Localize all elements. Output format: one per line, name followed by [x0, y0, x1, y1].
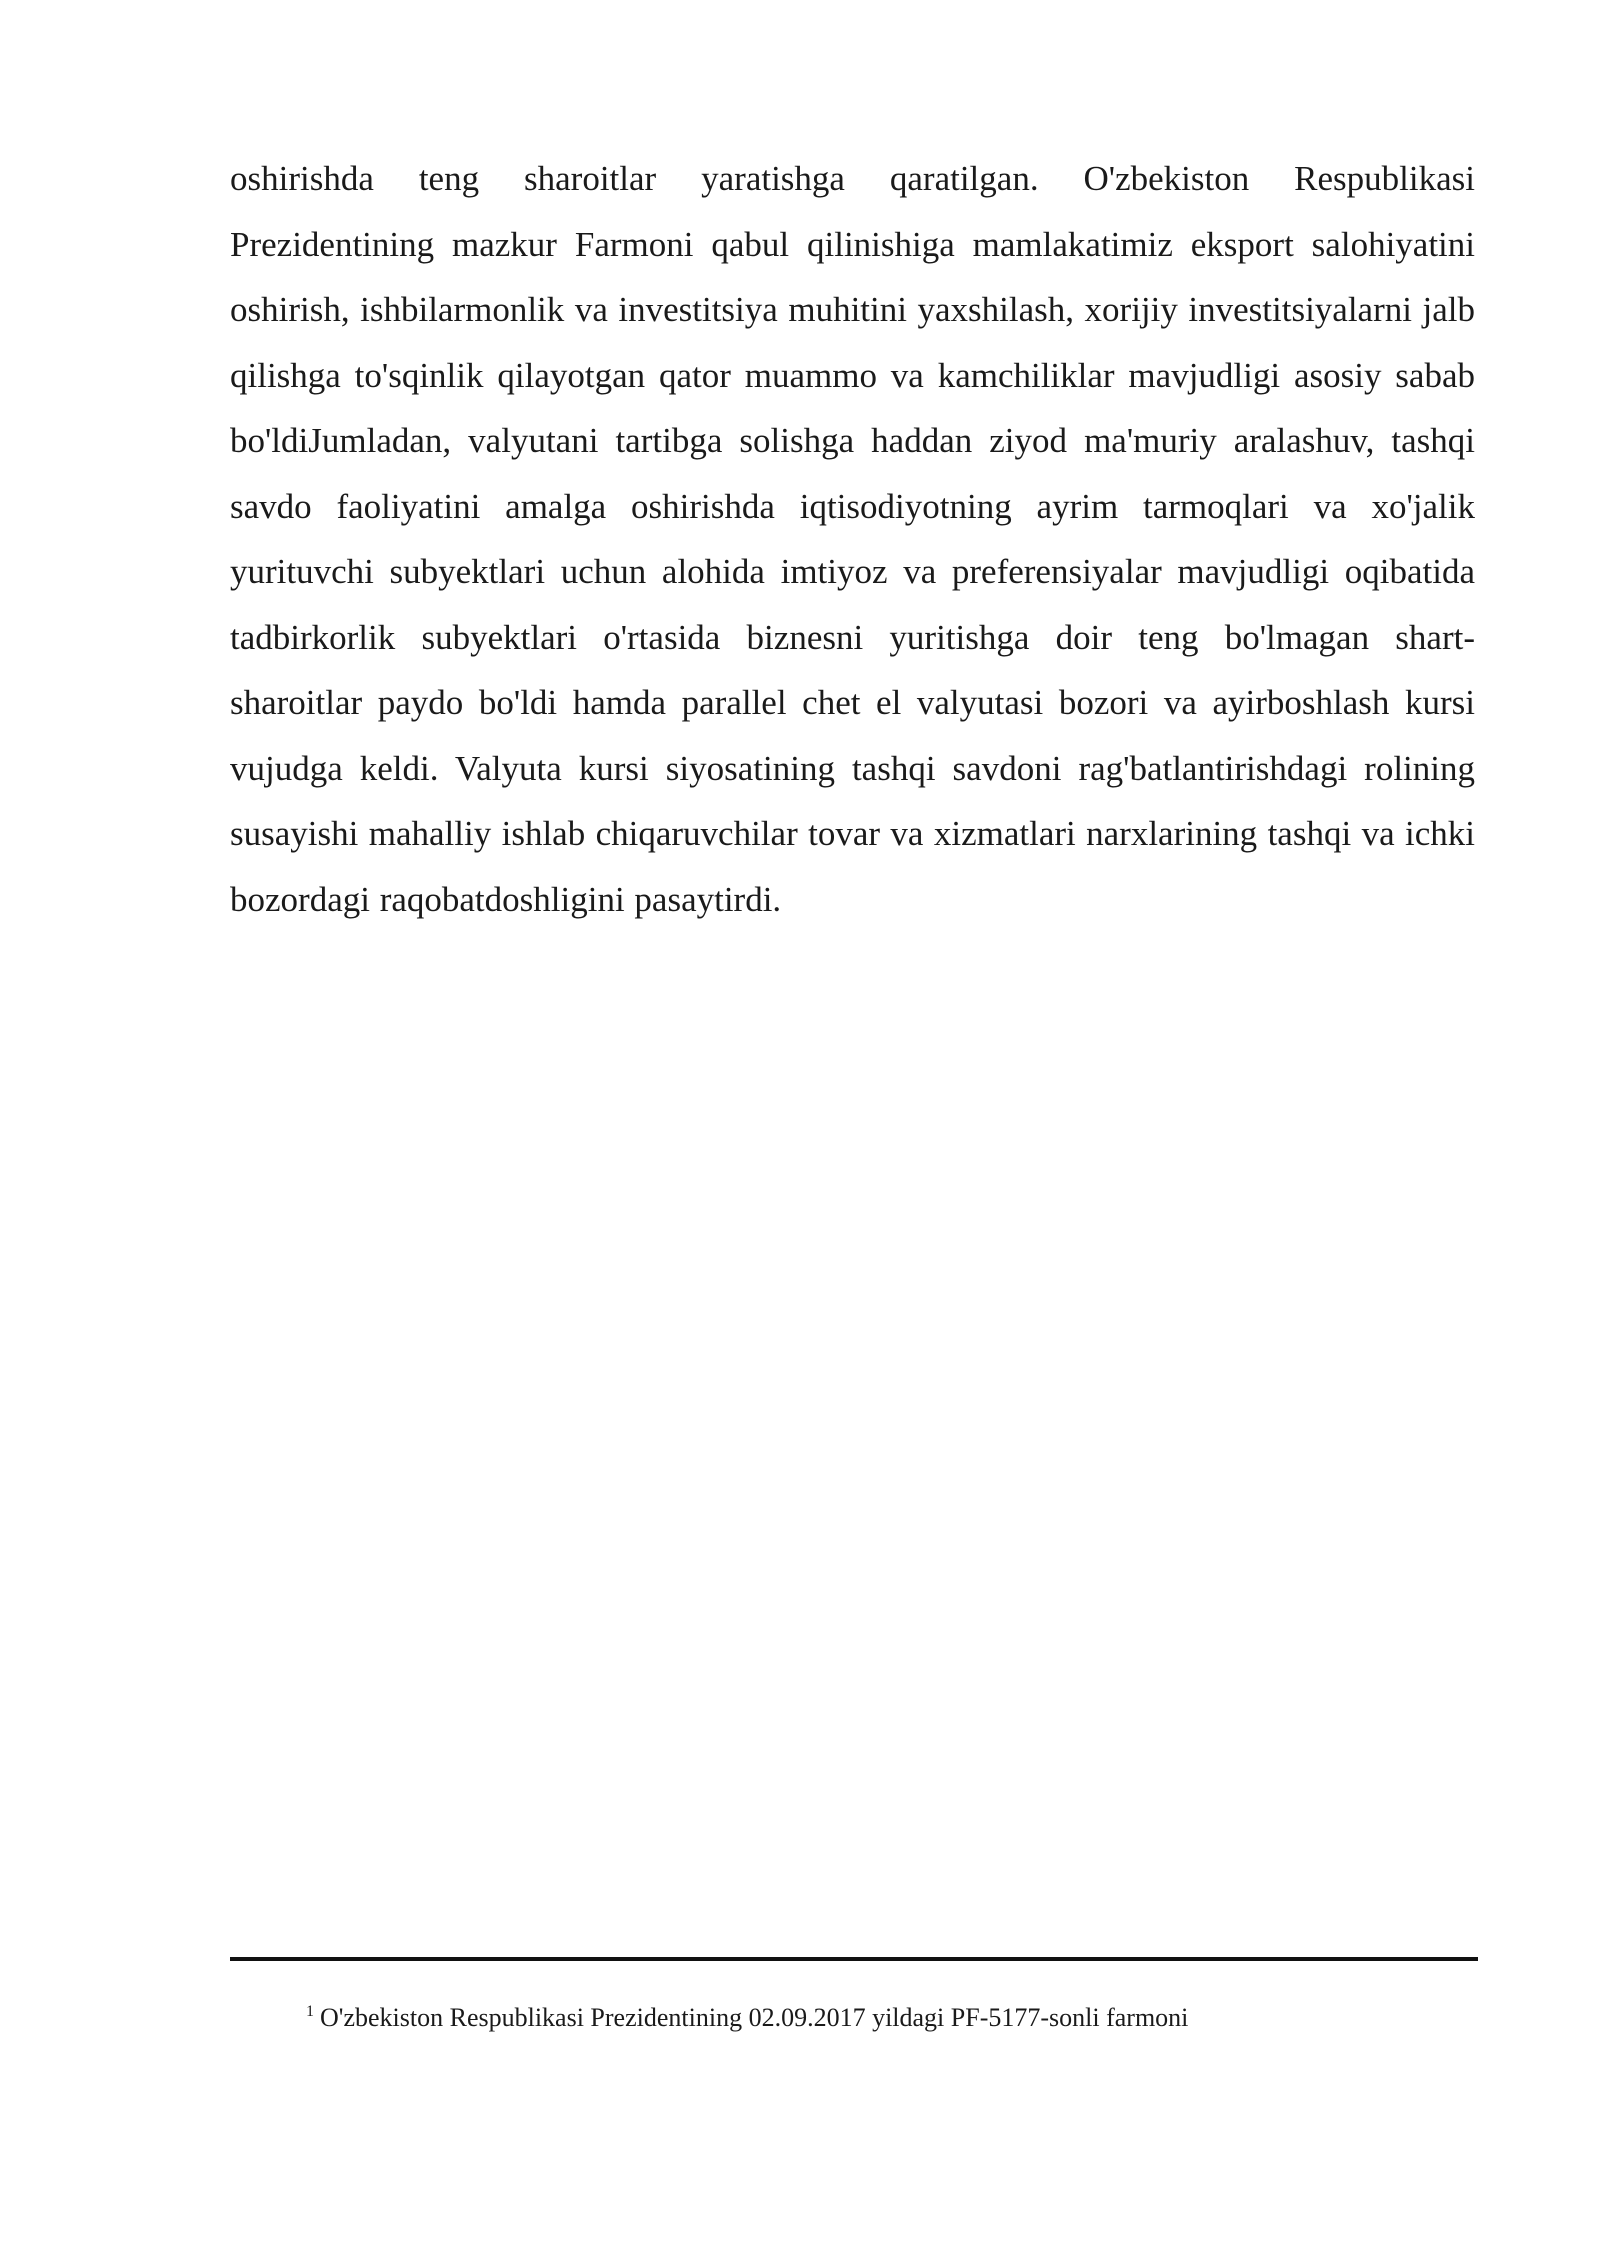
body-paragraph: oshirishda teng sharoitlar yaratishga qaratilgan. O'zbekiston Respublikasi Prezidentining mazkur Farmoni qabul qilinishiga mamlakatimiz eksport salohiyatini oshirish, ishbilarmonlik va investitsiya muhitini yaxshilash, xorijiy investitsiyalarni jalb qilishga to'sqinlik qilayotgan qator muammo va kamchiliklar mavjudligi asosiy sabab bo'ldiJumladan, valyutani tartibga solishga haddan ziyod ma'muriy aralashuv, tashqi savdo faoliyatini amalga oshirishda iqtisodiyotning ayrim tarmoqlari va xo'jalik yurituvchi subyektlari uchun alohida imtiyoz va preferensiyalar mavjudligi oqibatida tadbirkorlik subyektlari o'rtasida biznesni yuritishga doir teng bo'lmagan shart-sharoitlar paydo bo'ldi hamda parallel chet el valyutasi bozori va ayirboshlash kursi vujudga keldi. Valyuta kursi siyosatining tashqi savdoni rag'batlantirishdagi rolining susayishi mahalliy ishlab chiqaruvchilar tovar va xizmatlari narxlarining tashqi va ichki bozordagi raqobatdoshligini pasaytirdi. [230, 159, 1475, 919]
footnote [306, 1994, 1188, 2036]
footnote-marker: 1 [306, 2003, 314, 2020]
footnote-text: O'zbekiston Respublikasi Prezidentining 02.09.2017 yildagi PF-5177-sonli farmoni [320, 2003, 1189, 2032]
footnote-separator [230, 1957, 1478, 1961]
